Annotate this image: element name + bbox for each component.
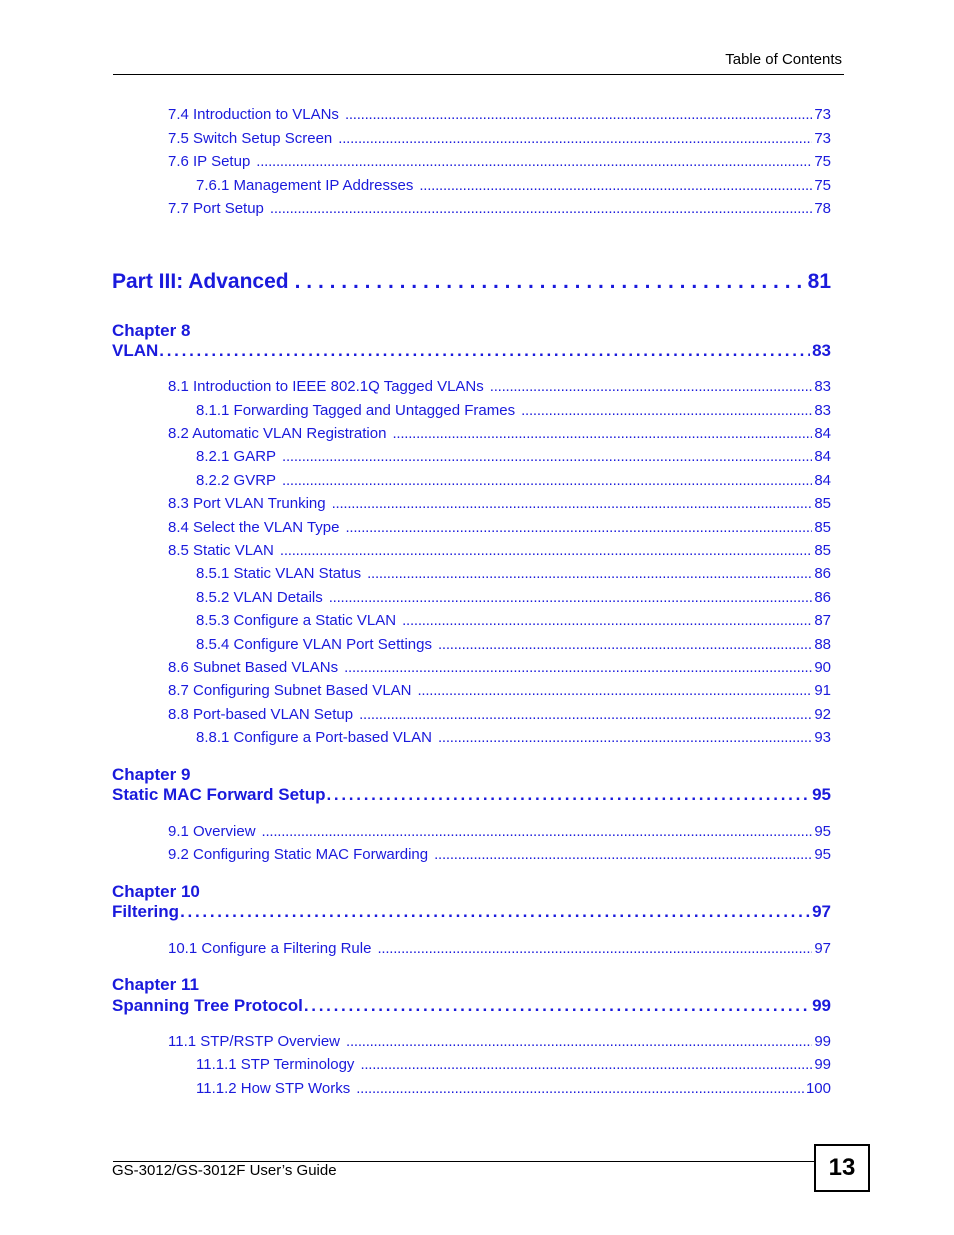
toc-chapter-title[interactable]: Filtering . . . 97 xyxy=(112,902,831,922)
toc-entry[interactable]: 8.3 Port VLAN Trunking . . . 85 xyxy=(168,495,831,512)
chapter-label: Chapter 10 xyxy=(112,882,200,901)
toc-entry[interactable]: 8.5.1 Static VLAN Status . . . 86 xyxy=(196,565,831,582)
toc-entry[interactable]: 8.8 Port-based VLAN Setup . . . 92 xyxy=(168,706,831,723)
toc-entry[interactable]: 8.5.4 Configure VLAN Port Settings . . . 88 xyxy=(196,636,831,653)
toc-entry[interactable]: 8.2.2 GVRP . . . 84 xyxy=(196,472,831,489)
toc-entry-7-6[interactable]: 7.6 IP Setup . . . 75 xyxy=(168,153,831,170)
toc-entry[interactable]: 11.1.1 STP Terminology . . . 99 xyxy=(196,1056,831,1073)
footer-guide-title: GS-3012/GS-3012F User’s Guide xyxy=(112,1162,337,1179)
chapter-label: Chapter 11 xyxy=(112,975,199,994)
toc-entry[interactable]: 9.2 Configuring Static MAC Forwarding . . . 95 xyxy=(168,846,831,863)
toc-chapter-title[interactable]: VLAN . . . 83 xyxy=(112,341,831,361)
toc-entry[interactable]: 9.1 Overview . . . 95 xyxy=(168,823,831,840)
page-number: 13 xyxy=(814,1144,870,1192)
toc-entry-7-7[interactable]: 7.7 Port Setup . . . 78 xyxy=(168,200,831,217)
toc-entry[interactable]: 8.6 Subnet Based VLANs . . . 90 xyxy=(168,659,831,676)
toc-entry[interactable]: 8.4 Select the VLAN Type . . . 85 xyxy=(168,519,831,536)
toc-entry-7-4[interactable]: 7.4 Introduction to VLANs . . . 73 xyxy=(168,106,831,123)
toc-entry[interactable]: 11.1.2 How STP Works . . . 100 xyxy=(196,1080,831,1097)
toc-entry[interactable]: 8.7 Configuring Subnet Based VLAN . . . 91 xyxy=(168,682,831,699)
toc-entry[interactable]: 8.2 Automatic VLAN Registration . . . 84 xyxy=(168,425,831,442)
toc-entry-7-5[interactable]: 7.5 Switch Setup Screen . . . 73 xyxy=(168,130,831,147)
header-rule xyxy=(113,74,844,75)
toc-entry[interactable]: 8.8.1 Configure a Port-based VLAN . . . 93 xyxy=(196,729,831,746)
toc-part-heading[interactable]: Part III: Advanced . . . 81 xyxy=(112,270,831,294)
header-title: Table of Contents xyxy=(725,51,842,68)
toc-entry[interactable]: 11.1 STP/RSTP Overview . . . 99 xyxy=(168,1033,831,1050)
toc-chapter-title[interactable]: Spanning Tree Protocol . . . 99 xyxy=(112,996,831,1016)
toc-entry[interactable]: 8.1.1 Forwarding Tagged and Untagged Frames . . . 83 xyxy=(196,402,831,419)
chapter-label: Chapter 8 xyxy=(112,321,191,340)
toc-entry-7-6-1[interactable]: 7.6.1 Management IP Addresses . . . 75 xyxy=(196,177,831,194)
toc-entry[interactable]: 8.5 Static VLAN . . . 85 xyxy=(168,542,831,559)
toc-entry[interactable]: 8.2.1 GARP . . . 84 xyxy=(196,448,831,465)
chapter-label: Chapter 9 xyxy=(112,765,191,784)
toc-entry[interactable]: 10.1 Configure a Filtering Rule . . . 97 xyxy=(168,940,831,957)
toc-entry[interactable]: 8.1 Introduction to IEEE 802.1Q Tagged VLANs . . . 83 xyxy=(168,378,831,395)
toc-entry[interactable]: 8.5.2 VLAN Details . . . 86 xyxy=(196,589,831,606)
toc-chapter-title[interactable]: Static MAC Forward Setup . . . 95 xyxy=(112,785,831,805)
toc-entry[interactable]: 8.5.3 Configure a Static VLAN . . . 87 xyxy=(196,612,831,629)
